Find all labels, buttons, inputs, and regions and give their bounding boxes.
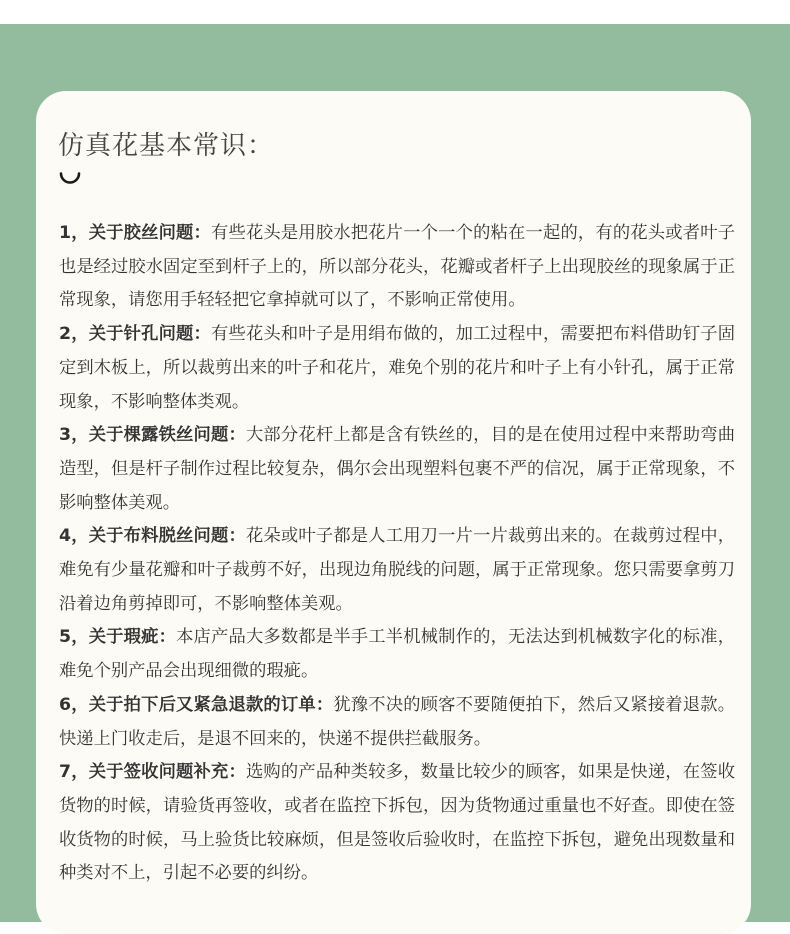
arc-smile-icon bbox=[59, 172, 81, 185]
faq-heading: 2，关于针孔问题： bbox=[59, 324, 211, 345]
page-title: 仿真花基本常识： bbox=[58, 131, 275, 161]
faq-body: 犹豫不决的顾客不要随便拍下，然后又紧接着退款。快递上门收走后，是退不回来的，快递不提供拦截服务。 bbox=[59, 694, 735, 749]
faq-item-flaws bbox=[59, 621, 735, 688]
faq-body: 大部分花杆上都是含有铁丝的，目的是在使用过程中来帮助弯曲造型，但是杆子制作过程比较复杂，偶尔会出现塑料包裹不严的信况，属于正常现象，不影响整体美观。 bbox=[59, 425, 735, 513]
faq-heading: 6，关于拍下后又紧急退款的订单： bbox=[59, 694, 334, 715]
faq-item-pinhole bbox=[59, 318, 735, 419]
faq-item-fabric-fray bbox=[59, 520, 735, 621]
faq-body: 有些花头是用胶水把花片一个一个的粘在一起的，有的花头或者叶子也是经过胶水固定至到杆子上的，所以部分花头，花瓣或者杆子上出现胶丝的现象属于正常现象，请您用手轻轻把它拿掉就可以了，不影响正常使用。 bbox=[59, 223, 735, 311]
faq-body: 本店产品大多数都是半手工半机械制作的，无法达到机械数字化的标准，难免个别产品会出现细微的瑕疵。 bbox=[59, 627, 735, 682]
faq-list bbox=[59, 217, 735, 891]
faq-heading: 3，关于棵露铁丝问题： bbox=[59, 425, 246, 446]
green-background-band bbox=[0, 24, 790, 922]
faq-item-glue bbox=[59, 217, 735, 318]
faq-heading: 1，关于胶丝问题： bbox=[59, 223, 211, 243]
faq-body: 有些花头和叶子是用绢布做的，加工过程中，需要把布料借助钉子固定到木板上，所以裁剪出来的叶子和花片，难免个别的花片和叶子上有小针孔，属于正常现象，不影响整体类观。 bbox=[59, 324, 735, 412]
faq-heading: 7，关于签收问题补充： bbox=[59, 762, 246, 783]
faq-body: 选购的产品种类较多，数量比较少的顾客，如果是快递，在签收货物的时候，请验货再签收，或者在监控下拆包，因为货物通过重量也不好查。即使在签收货物的时候，马上验货比较麻烦，但是签收后验收时，在监控下拆包，避免出现数量和种类对不上，引起不必要的纠纷。 bbox=[59, 762, 735, 884]
faq-heading: 4，关于布料脱丝问题： bbox=[59, 526, 246, 547]
faq-item-signing bbox=[59, 756, 735, 891]
faq-item-refund bbox=[59, 689, 735, 756]
faq-heading: 5，关于瑕疵： bbox=[59, 627, 177, 648]
faq-item-exposed-wire bbox=[59, 419, 735, 520]
info-card bbox=[36, 91, 751, 934]
faq-body: 花朵或叶子都是人工用刀一片一片裁剪出来的。在裁剪过程中，难免有少量花瓣和叶子裁剪不好，出现边角脱线的问题，属于正常现象。您只需要拿剪刀沿着边角剪掉即可，不影响整体美观。 bbox=[59, 526, 735, 614]
